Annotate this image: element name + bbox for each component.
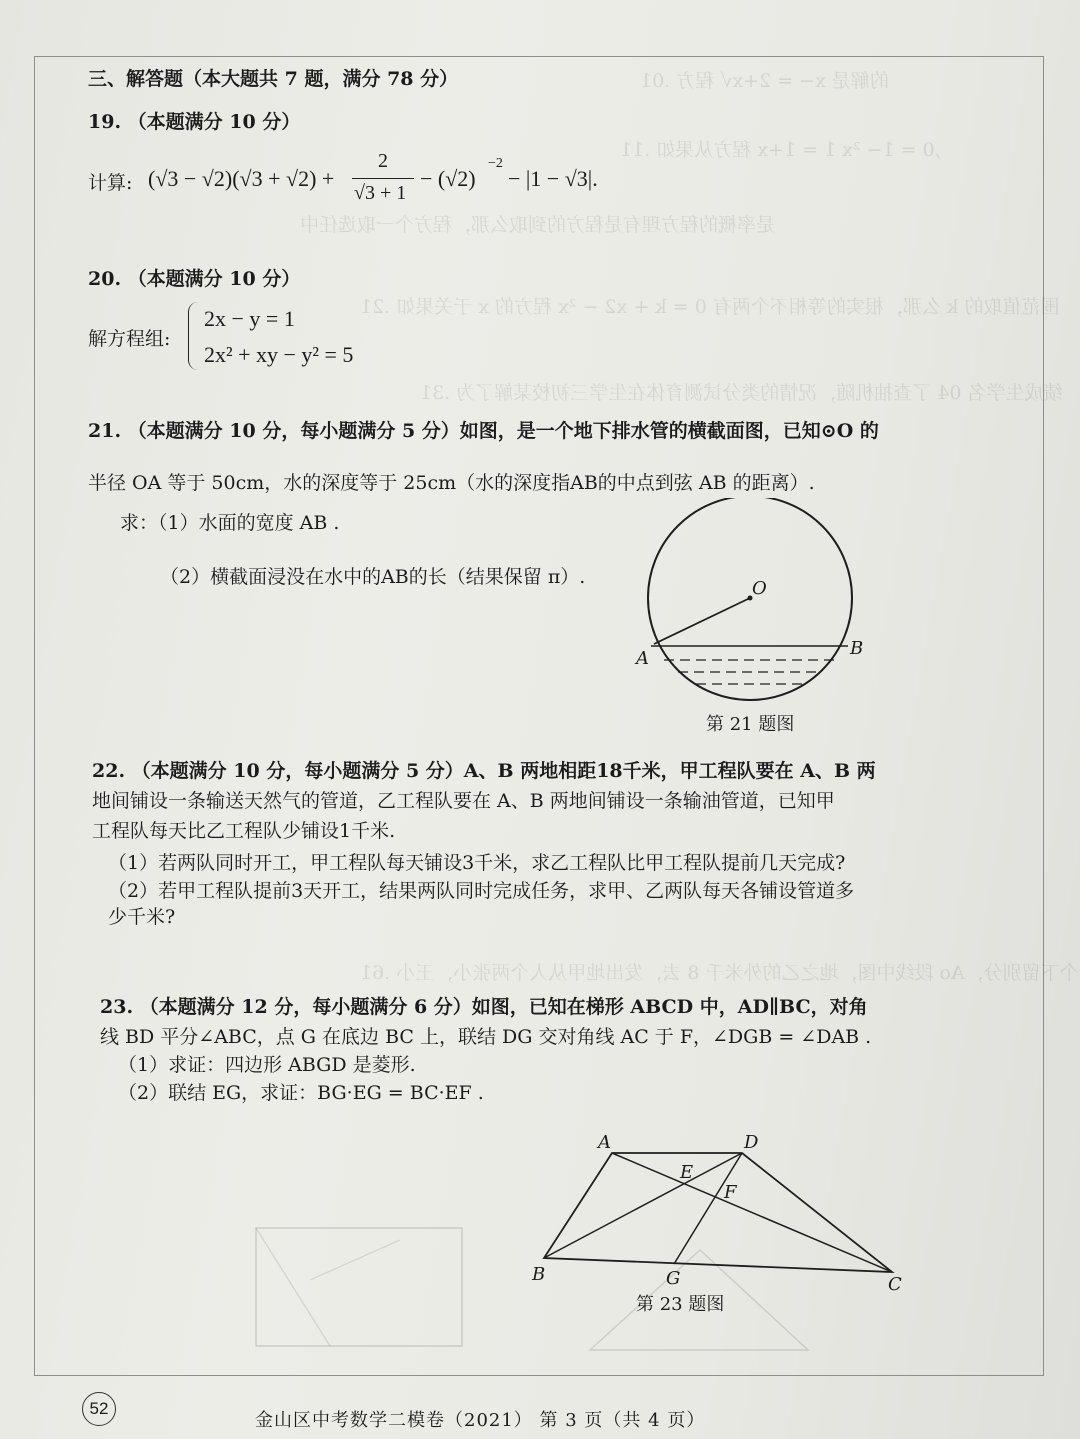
- equation-system-brace: [188, 302, 199, 370]
- q21-part-1: 求：（1）水面的宽度 AB .: [120, 512, 340, 534]
- bleed-through-figure: [250, 1220, 480, 1360]
- q19-exponent: −2: [488, 156, 503, 171]
- q22-line-1: 22. （本题满分 10 分，每小题满分 5 分）A、B 两地相距18千米，甲工程队要在 A、B 两: [92, 760, 876, 782]
- q19-expr-a: (√3 − √2)(√3 + √2) +: [148, 166, 335, 191]
- q23-label-g: G: [666, 1268, 681, 1289]
- q21-figure-circle-pipe: [630, 498, 890, 738]
- bleed-through-text: 的解是 x− = 2+x√ 程方 .01: [640, 70, 889, 92]
- q23-part-2: （2）联结 EG，求证：BG·EG = BC·EF .: [118, 1082, 484, 1104]
- bleed-through-figure-triangle: [580, 1230, 820, 1360]
- bleed-through-text: ,0 = 1− ²x 1 = 1+x 程方从果如 .11: [620, 139, 941, 161]
- q19-fraction-bar: [352, 178, 414, 179]
- page-circle-number: 52: [82, 1392, 116, 1426]
- q20-prompt: 解方程组:: [88, 328, 171, 350]
- q23-part-1: （1）求证：四边形 ABGD 是菱形.: [118, 1054, 416, 1076]
- q19-fraction-denominator: √3 + 1: [354, 182, 407, 204]
- q22-part-1: （1）若两队同时开工，甲工程队每天铺设3千米，求乙工程队比甲工程队提前几天完成?: [108, 852, 846, 874]
- q19-prompt: 计算:: [88, 172, 133, 194]
- q23-label-b: B: [532, 1264, 546, 1285]
- q19-header: 19. （本题满分 10 分）: [88, 111, 301, 133]
- q23-label-d: D: [744, 1132, 759, 1153]
- q19-expr-b: − (√2): [420, 166, 476, 191]
- q23-line-2: 线 BD 平分∠ABC，点 G 在底边 BC 上，联结 DG 交对角线 AC 于 F，∠DGB = ∠DAB .: [100, 1026, 872, 1048]
- q21-label-o: O: [752, 578, 767, 599]
- footer-text: 金山区中考数学二模卷（2021） 第 3 页（共 4 页）: [255, 1410, 706, 1431]
- q22-part-2a: （2）若甲工程队提前3天开工，结果两队同时完成任务，求甲、乙两队每天各铺设管道多: [108, 880, 855, 902]
- q23-label-f: F: [724, 1182, 737, 1203]
- q22-line-2: 地间铺设一条输送天然气的管道，乙工程队要在 A、B 两地间铺设一条输油管道，已知甲: [92, 790, 835, 812]
- bleed-through-text: 绩成生学名 04 了查抽机随，况情的类分试测育体在生学三初校某解了为 .31: [420, 382, 1063, 404]
- q21-line-1: 21. （本题满分 10 分，每小题满分 5 分）如图，是一个地下排水管的横截面图，已知⊙O 的: [88, 420, 879, 442]
- q23-caption: 第 23 题图: [636, 1294, 725, 1315]
- q22-part-2b: 少千米?: [108, 906, 176, 928]
- q21-caption: 第 21 题图: [706, 714, 795, 735]
- q21-part-2: （2）横截面浸没在水中的AB的长（结果保留 π）.: [160, 566, 586, 588]
- q23-line-1: 23. （本题满分 12 分，每小题满分 6 分）如图，已知在梯形 ABCD 中，AD∥BC，对角: [100, 996, 868, 1018]
- q23-label-a: A: [598, 1132, 611, 1153]
- q21-line-2: 半径 OA 等于 50cm，水的深度等于 25cm（水的深度指AB的中点到弦 AB 的距离）.: [88, 472, 815, 494]
- q20-equation-1: 2x − y = 1: [204, 306, 295, 331]
- q22-line-3: 工程队每天比乙工程队少铺设1千米.: [92, 820, 396, 842]
- q19-fraction-numerator: 2: [378, 150, 388, 172]
- q23-label-c: C: [888, 1274, 902, 1295]
- section-title: 三、解答题（本大题共 7 题，满分 78 分）: [88, 68, 459, 90]
- q23-label-e: E: [680, 1162, 694, 1183]
- q20-header: 20. （本题满分 10 分）: [88, 268, 301, 290]
- bleed-through-text: 围范值取的 k 么那，根实的等相不个两有 0 = k + x2 − ²x 程方的 x 于关果如 .21: [360, 296, 1060, 318]
- bleed-through-text: 是率概的程方理有是程方的到取么那，程方个一取选任中: [300, 214, 776, 236]
- q20-equation-2: 2x² + xy − y² = 5: [204, 342, 354, 367]
- q21-label-b: B: [850, 638, 864, 659]
- q19-expr-c: − |1 − √3|.: [508, 166, 598, 191]
- bleed-through-text: 个下留别分，Ao 段线中图，地之乙的外米千 8 去，发出地甲从人个两张小，王小 .61: [360, 962, 1079, 984]
- q21-label-a: A: [636, 648, 649, 669]
